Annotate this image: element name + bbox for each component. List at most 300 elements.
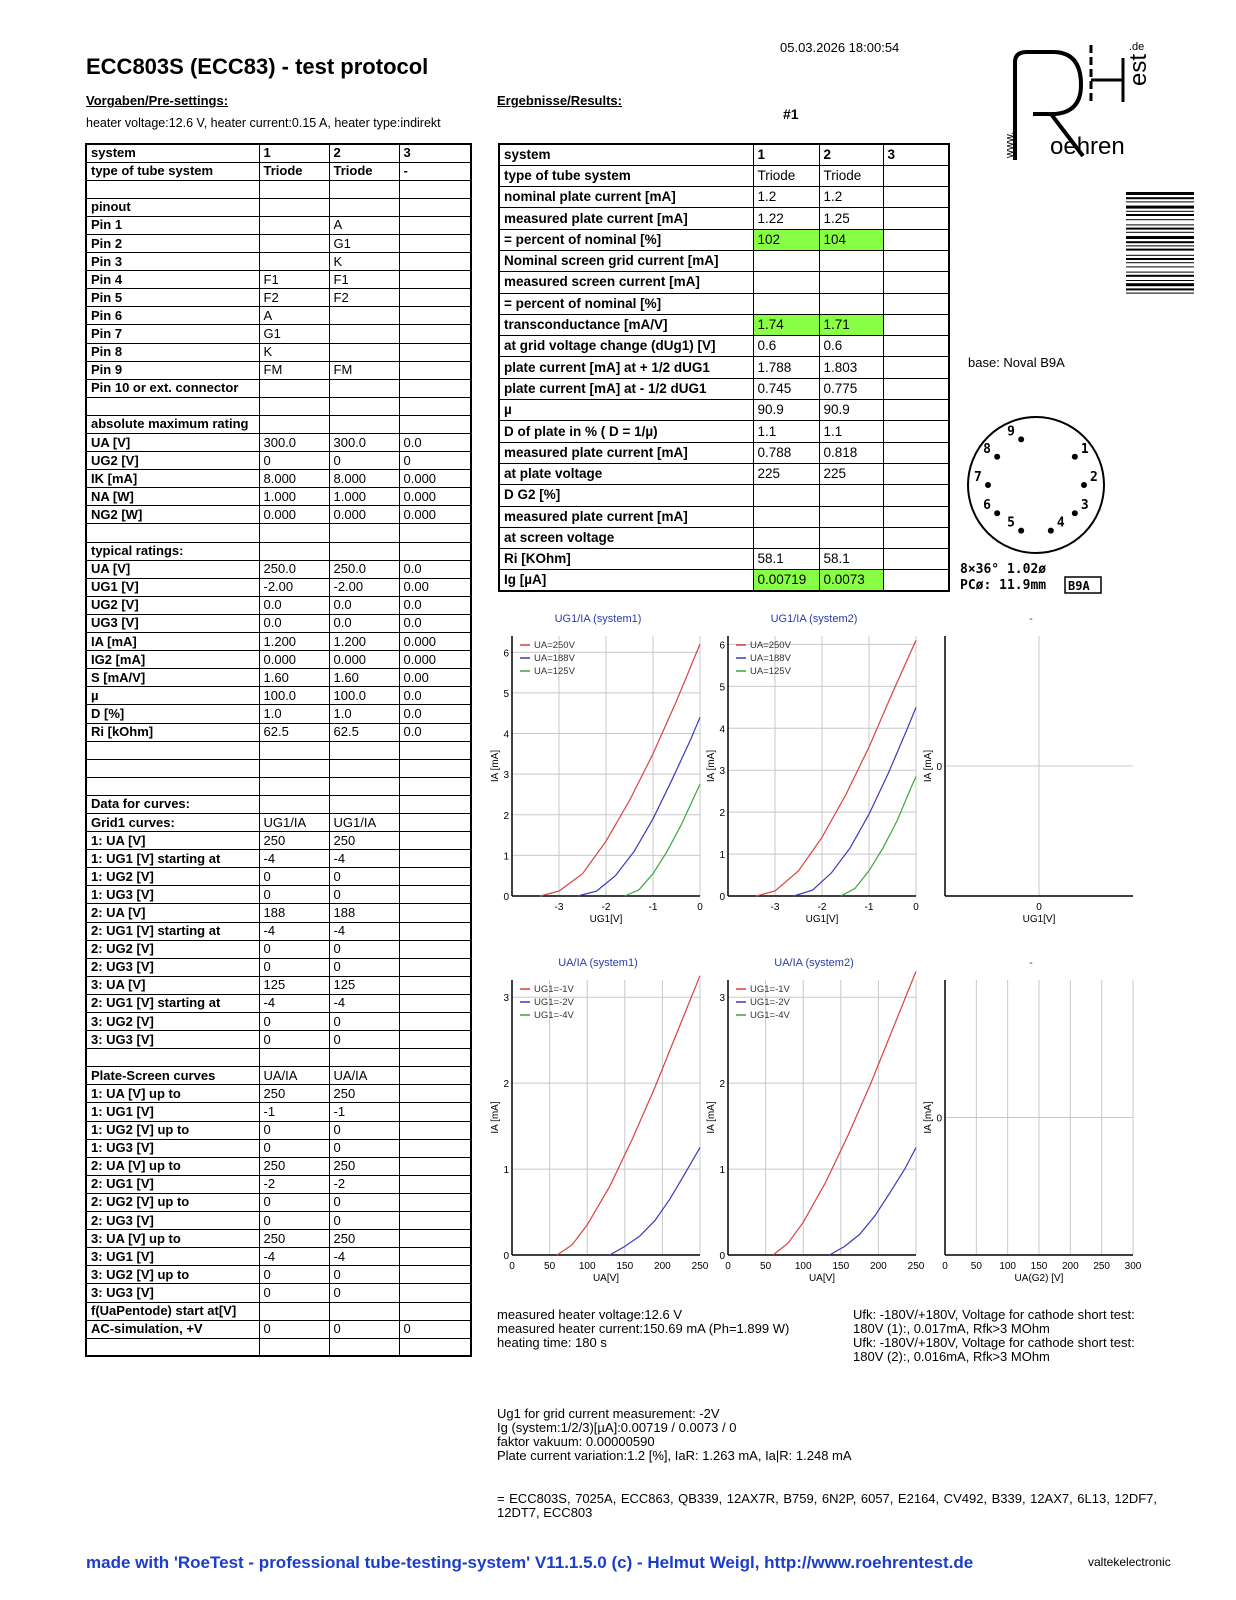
value-cell: 0.0 xyxy=(399,560,471,578)
series-line xyxy=(610,1148,700,1255)
barcode-bar xyxy=(1126,283,1194,286)
value-cell: 0 xyxy=(259,452,329,470)
value-cell: 0.6 xyxy=(753,336,819,357)
legend-label: UA=250V xyxy=(750,640,791,651)
table-row xyxy=(86,216,471,234)
value-cell: 1.000 xyxy=(259,488,329,506)
row-label: UA [V] xyxy=(86,560,259,578)
value-cell: 0.0 xyxy=(399,596,471,614)
value-cell xyxy=(883,357,949,378)
value-cell xyxy=(399,542,471,560)
row-label: 3: UG2 [V] up to xyxy=(86,1266,259,1284)
value-cell: 1.200 xyxy=(259,633,329,651)
value-cell: 0.0 xyxy=(399,687,471,705)
table-row xyxy=(86,813,471,831)
table-row xyxy=(499,187,949,208)
table-row xyxy=(86,560,471,578)
row-label: absolute maximum rating xyxy=(86,415,259,433)
row-label: UG3 [V] xyxy=(86,614,259,632)
table-row xyxy=(86,596,471,614)
value-cell: 0.0 xyxy=(399,614,471,632)
table-row xyxy=(86,1230,471,1248)
row-label: Pin 9 xyxy=(86,361,259,379)
value-cell: K xyxy=(259,343,329,361)
value-cell xyxy=(399,922,471,940)
value-cell: 1.22 xyxy=(753,208,819,229)
value-cell: 188 xyxy=(259,904,329,922)
row-label: plate current [mA] at - 1/2 dUG1 xyxy=(499,378,753,399)
value-cell xyxy=(399,1266,471,1284)
row-label: 3: UG3 [V] xyxy=(86,1284,259,1302)
value-cell xyxy=(883,442,949,463)
row-label: 3: UG3 [V] xyxy=(86,1031,259,1049)
table-row xyxy=(86,1284,471,1302)
value-cell: 0 xyxy=(399,1320,471,1338)
note-line: measured heater current:150.69 mA (Ph=1.899 W) xyxy=(497,1321,790,1336)
y-tick-label: 3 xyxy=(719,766,725,778)
value-cell: -4 xyxy=(329,850,399,868)
value-cell: Triode xyxy=(329,162,399,180)
value-cell xyxy=(329,1049,399,1067)
short-test-notes xyxy=(853,1308,1135,1364)
pin-number: 9 xyxy=(1007,424,1015,440)
y-tick-label: 1 xyxy=(503,1165,509,1177)
x-tick-label: 200 xyxy=(654,1261,671,1272)
value-cell xyxy=(883,336,949,357)
barcode-bar xyxy=(1126,211,1194,212)
row-label: 2: UG1 [V] starting at xyxy=(86,922,259,940)
value-cell: 1.2 xyxy=(819,187,883,208)
value-cell xyxy=(399,271,471,289)
barcode-bar xyxy=(1126,241,1194,243)
x-tick-label: -1 xyxy=(648,902,658,913)
table-row xyxy=(86,1302,471,1320)
table-row xyxy=(86,832,471,850)
value-cell: 0 xyxy=(329,1266,399,1284)
table-row xyxy=(86,234,471,252)
table-row xyxy=(86,976,471,994)
value-cell: 0 xyxy=(329,1031,399,1049)
table-row xyxy=(86,1067,471,1085)
value-cell: 1.0 xyxy=(259,705,329,723)
note-line: heating time: 180 s xyxy=(497,1335,607,1350)
base-badge: B9A xyxy=(1068,579,1090,593)
value-cell: 90.9 xyxy=(753,400,819,421)
table-row xyxy=(86,578,471,596)
value-cell xyxy=(399,1013,471,1031)
y-tick-label: 3 xyxy=(503,770,509,782)
value-cell xyxy=(819,250,883,271)
row-label: S [mA/V] xyxy=(86,669,259,687)
value-cell xyxy=(259,1049,329,1067)
logo-side-text: est xyxy=(1125,53,1152,86)
pin-number: 5 xyxy=(1007,515,1015,531)
value-cell xyxy=(399,1121,471,1139)
value-cell: 102 xyxy=(753,229,819,250)
row-label xyxy=(86,777,259,795)
value-cell: 250 xyxy=(259,1230,329,1248)
value-cell xyxy=(399,1085,471,1103)
value-cell xyxy=(399,777,471,795)
row-label: type of tube system xyxy=(86,162,259,180)
note-line: 180V (1):, 0.017mA, Rfk>3 MOhm xyxy=(853,1321,1050,1336)
value-cell: 1.788 xyxy=(753,357,819,378)
value-cell xyxy=(753,272,819,293)
row-label: measured screen current [mA] xyxy=(499,272,753,293)
value-cell: -2.00 xyxy=(329,578,399,596)
value-cell xyxy=(399,198,471,216)
chart-title: UA/IA (system2) xyxy=(774,957,854,969)
row-label: Grid1 curves: xyxy=(86,813,259,831)
table-row xyxy=(86,1320,471,1338)
x-axis-label: UG1[V] xyxy=(805,914,839,925)
table-row xyxy=(499,463,949,484)
chart-ug1-ia-system3 xyxy=(925,606,1137,936)
value-cell xyxy=(399,379,471,397)
note-line: Plate current variation:1.2 [%], IaR: 1.263 mA, Ia|R: 1.248 mA xyxy=(497,1448,852,1463)
row-label: 2: UG1 [V] starting at xyxy=(86,994,259,1012)
x-tick-label: 150 xyxy=(1030,1261,1048,1272)
value-cell xyxy=(883,527,949,548)
value-cell: 300.0 xyxy=(329,434,399,452)
table-row xyxy=(86,958,471,976)
pin-dot xyxy=(1081,482,1087,488)
value-cell: 1.000 xyxy=(329,488,399,506)
value-cell: 0 xyxy=(259,868,329,886)
barcode-bar xyxy=(1126,232,1194,233)
x-tick-label: 0 xyxy=(942,1261,948,1272)
value-cell: 0 xyxy=(329,1121,399,1139)
table-row xyxy=(499,165,949,186)
value-cell xyxy=(399,1103,471,1121)
note-line: Ufk: -180V/+180V, Voltage for cathode short test: xyxy=(853,1335,1135,1350)
value-cell: 0.0 xyxy=(259,596,329,614)
value-cell: 250.0 xyxy=(259,560,329,578)
table-row xyxy=(86,506,471,524)
value-cell xyxy=(259,180,329,198)
table-row xyxy=(499,293,949,314)
pin-number: 3 xyxy=(1080,498,1089,514)
value-cell: 0.000 xyxy=(329,651,399,669)
y-tick-label: 0 xyxy=(503,892,509,903)
table-row xyxy=(86,415,471,433)
table-row xyxy=(499,506,949,527)
value-cell xyxy=(399,216,471,234)
barcode-bar xyxy=(1126,206,1194,209)
pin-dot xyxy=(994,454,1000,460)
note-line: measured heater voltage:12.6 V xyxy=(497,1307,683,1322)
value-cell: 0.00719 xyxy=(753,570,819,591)
x-tick-label: 0 xyxy=(509,1261,515,1272)
value-cell: 0 xyxy=(329,958,399,976)
table-row xyxy=(499,336,949,357)
value-cell: 0.0 xyxy=(259,614,329,632)
value-cell: - xyxy=(399,162,471,180)
value-cell xyxy=(399,1248,471,1266)
value-cell: 100.0 xyxy=(329,687,399,705)
row-label: µ xyxy=(86,687,259,705)
y-tick-label: 2 xyxy=(503,810,509,822)
value-cell: -1 xyxy=(259,1103,329,1121)
value-cell xyxy=(329,198,399,216)
value-cell: 0.000 xyxy=(399,506,471,524)
value-cell: -4 xyxy=(329,922,399,940)
value-cell: 0 xyxy=(259,886,329,904)
table-row xyxy=(86,795,471,813)
row-label: UG2 [V] xyxy=(86,452,259,470)
row-label: 3: UA [V] up to xyxy=(86,1230,259,1248)
value-cell xyxy=(399,850,471,868)
table-row xyxy=(499,208,949,229)
roehrentest-logo xyxy=(1003,40,1153,160)
value-cell: F1 xyxy=(259,271,329,289)
value-cell: 0.0 xyxy=(399,434,471,452)
table-row xyxy=(86,325,471,343)
table-row xyxy=(86,198,471,216)
barcode-image xyxy=(1126,192,1194,330)
value-cell: 0 xyxy=(329,1139,399,1157)
table-row xyxy=(86,904,471,922)
x-tick-label: 150 xyxy=(832,1261,850,1272)
value-cell: 0 xyxy=(329,1320,399,1338)
value-cell xyxy=(399,180,471,198)
x-axis-label: UA[V] xyxy=(808,1273,836,1284)
x-tick-label: 0 xyxy=(1036,902,1042,913)
value-cell xyxy=(259,795,329,813)
value-cell xyxy=(329,415,399,433)
row-label: measured plate current [mA] xyxy=(499,506,753,527)
value-cell: 250.0 xyxy=(329,560,399,578)
value-cell: FM xyxy=(329,361,399,379)
row-label: typical ratings: xyxy=(86,542,259,560)
value-cell xyxy=(399,1230,471,1248)
table-row xyxy=(499,400,949,421)
value-cell xyxy=(819,506,883,527)
value-cell: 0 xyxy=(329,1284,399,1302)
table-row xyxy=(86,1049,471,1067)
value-cell xyxy=(399,1284,471,1302)
table-row xyxy=(86,741,471,759)
base-spec-line1: 8×36° 1.02ø xyxy=(960,562,1047,577)
row-label: Pin 5 xyxy=(86,289,259,307)
table-row xyxy=(86,180,471,198)
table-row xyxy=(499,527,949,548)
row-label: type of tube system xyxy=(499,165,753,186)
value-cell xyxy=(399,741,471,759)
row-label: D G2 [%] xyxy=(499,485,753,506)
table-row xyxy=(86,1103,471,1121)
value-cell: 250 xyxy=(329,832,399,850)
chart-ua-ia-system2 xyxy=(706,950,925,1295)
row-label: 1: UA [V] up to xyxy=(86,1085,259,1103)
y-tick-label: 0 xyxy=(936,762,942,773)
value-cell: 250 xyxy=(259,1157,329,1175)
value-cell: 0.000 xyxy=(329,506,399,524)
x-axis-label: UA[V] xyxy=(592,1273,620,1284)
row-label: Ri [kOhm] xyxy=(86,723,259,741)
value-cell: 1.0 xyxy=(329,705,399,723)
row-label: UA [V] xyxy=(86,434,259,452)
pin-dot xyxy=(1018,436,1024,442)
chart-title: UA/IA (system1) xyxy=(558,957,638,969)
row-label: at screen voltage xyxy=(499,527,753,548)
row-label: IG2 [mA] xyxy=(86,651,259,669)
row-label: at grid voltage change (dUg1) [V] xyxy=(499,336,753,357)
value-cell: 58.1 xyxy=(819,549,883,570)
value-cell xyxy=(753,527,819,548)
table-row xyxy=(86,723,471,741)
table-row xyxy=(499,229,949,250)
table-row xyxy=(86,759,471,777)
value-cell: 0 xyxy=(329,1212,399,1230)
value-cell xyxy=(883,272,949,293)
value-cell xyxy=(329,397,399,415)
value-cell: K xyxy=(329,253,399,271)
value-cell xyxy=(883,570,949,591)
row-label: system xyxy=(499,144,753,165)
row-label: at plate voltage xyxy=(499,463,753,484)
value-cell xyxy=(329,795,399,813)
value-cell xyxy=(259,379,329,397)
row-label: IA [mA] xyxy=(86,633,259,651)
value-cell: -2 xyxy=(259,1175,329,1193)
row-label: Nominal screen grid current [mA] xyxy=(499,250,753,271)
timestamp: 05.03.2026 18:00:54 xyxy=(780,40,900,55)
value-cell xyxy=(259,234,329,252)
y-axis-label: IA [mA] xyxy=(490,749,501,783)
row-label: measured plate current [mA] xyxy=(499,442,753,463)
value-cell: 1.25 xyxy=(819,208,883,229)
legend-label: UG1=-2V xyxy=(750,997,790,1008)
value-cell: 0 xyxy=(259,1013,329,1031)
table-row xyxy=(86,397,471,415)
table-row xyxy=(86,1266,471,1284)
legend-label: UA=188V xyxy=(534,653,575,664)
y-tick-label: 6 xyxy=(503,648,509,660)
value-cell: Triode xyxy=(819,165,883,186)
value-cell: 225 xyxy=(753,463,819,484)
y-tick-label: 4 xyxy=(719,724,725,736)
table-row xyxy=(86,307,471,325)
table-row xyxy=(86,1157,471,1175)
pin-number: 7 xyxy=(974,470,982,485)
row-label: 2: UG1 [V] xyxy=(86,1175,259,1193)
x-tick-label: -2 xyxy=(601,902,611,913)
value-cell: 0 xyxy=(399,452,471,470)
pin-dot xyxy=(1018,528,1024,534)
barcode-bar xyxy=(1126,197,1194,199)
barcode-bar xyxy=(1126,255,1194,256)
value-cell: 250 xyxy=(259,832,329,850)
pin-dot xyxy=(985,482,991,488)
value-cell xyxy=(399,289,471,307)
legend-label: UG1=-4V xyxy=(534,1010,574,1021)
note-line: Ug1 for grid current measurement: -2V xyxy=(497,1406,720,1421)
value-cell: 0.788 xyxy=(753,442,819,463)
y-axis-label: IA [mA] xyxy=(923,1101,934,1134)
table-row xyxy=(86,868,471,886)
value-cell xyxy=(399,940,471,958)
value-cell: 1.2 xyxy=(753,187,819,208)
pin-number: 6 xyxy=(983,498,991,514)
value-cell: 62.5 xyxy=(259,723,329,741)
value-cell: 0.00 xyxy=(399,578,471,596)
value-cell: 1.200 xyxy=(329,633,399,651)
value-cell: 0 xyxy=(329,868,399,886)
legend-label: UA=125V xyxy=(750,666,791,677)
value-cell: 0.745 xyxy=(753,378,819,399)
value-cell: F1 xyxy=(329,271,399,289)
results-heading: Ergebnisse/Results: xyxy=(497,93,622,108)
table-row xyxy=(86,940,471,958)
row-label: 2: UG3 [V] xyxy=(86,958,259,976)
value-cell: 0.818 xyxy=(819,442,883,463)
y-tick-label: 3 xyxy=(719,993,725,1005)
table-row xyxy=(499,357,949,378)
row-label: nominal plate current [mA] xyxy=(499,187,753,208)
barcode-bar xyxy=(1126,192,1194,195)
table-row xyxy=(86,162,471,180)
row-label: UG1 [V] xyxy=(86,578,259,596)
table-row xyxy=(86,922,471,940)
y-tick-label: 1 xyxy=(719,850,725,862)
value-cell xyxy=(399,524,471,542)
value-cell xyxy=(883,463,949,484)
table-row xyxy=(499,314,949,335)
value-cell xyxy=(883,485,949,506)
table-row xyxy=(86,651,471,669)
table-row xyxy=(86,1248,471,1266)
row-label: 1: UG1 [V] xyxy=(86,1103,259,1121)
value-cell xyxy=(819,485,883,506)
legend-label: UG1=-1V xyxy=(750,984,790,995)
value-cell: 0.0073 xyxy=(819,570,883,591)
value-cell: F2 xyxy=(329,289,399,307)
barcode-bar xyxy=(1126,280,1194,281)
table-row xyxy=(86,452,471,470)
noval-pin-diagram xyxy=(960,415,1140,605)
chart-title: UG1/IA (system1) xyxy=(554,613,642,625)
row-label xyxy=(86,397,259,415)
value-cell: 250 xyxy=(329,1157,399,1175)
value-cell: 0 xyxy=(259,1031,329,1049)
value-cell xyxy=(259,542,329,560)
value-cell: 0 xyxy=(259,1284,329,1302)
table-row xyxy=(86,1139,471,1157)
value-cell xyxy=(259,216,329,234)
value-cell: A xyxy=(329,216,399,234)
row-label: IK [mA] xyxy=(86,470,259,488)
value-cell: 2 xyxy=(819,144,883,165)
value-cell xyxy=(883,208,949,229)
row-label: 3: UG1 [V] xyxy=(86,1248,259,1266)
barcode-bar xyxy=(1126,201,1194,202)
value-cell: 62.5 xyxy=(329,723,399,741)
value-cell: 0.000 xyxy=(399,470,471,488)
row-label: Pin 7 xyxy=(86,325,259,343)
chart-svg xyxy=(923,950,1142,1295)
table-row xyxy=(86,1031,471,1049)
note-line: Ufk: -180V/+180V, Voltage for cathode short test: xyxy=(853,1307,1135,1322)
table-row xyxy=(86,488,471,506)
value-cell: 58.1 xyxy=(753,549,819,570)
row-label xyxy=(86,1049,259,1067)
row-label xyxy=(86,759,259,777)
row-label: Data for curves: xyxy=(86,795,259,813)
value-cell xyxy=(329,1338,399,1356)
value-cell: 0.0 xyxy=(329,596,399,614)
chart-title: - xyxy=(1029,957,1033,969)
